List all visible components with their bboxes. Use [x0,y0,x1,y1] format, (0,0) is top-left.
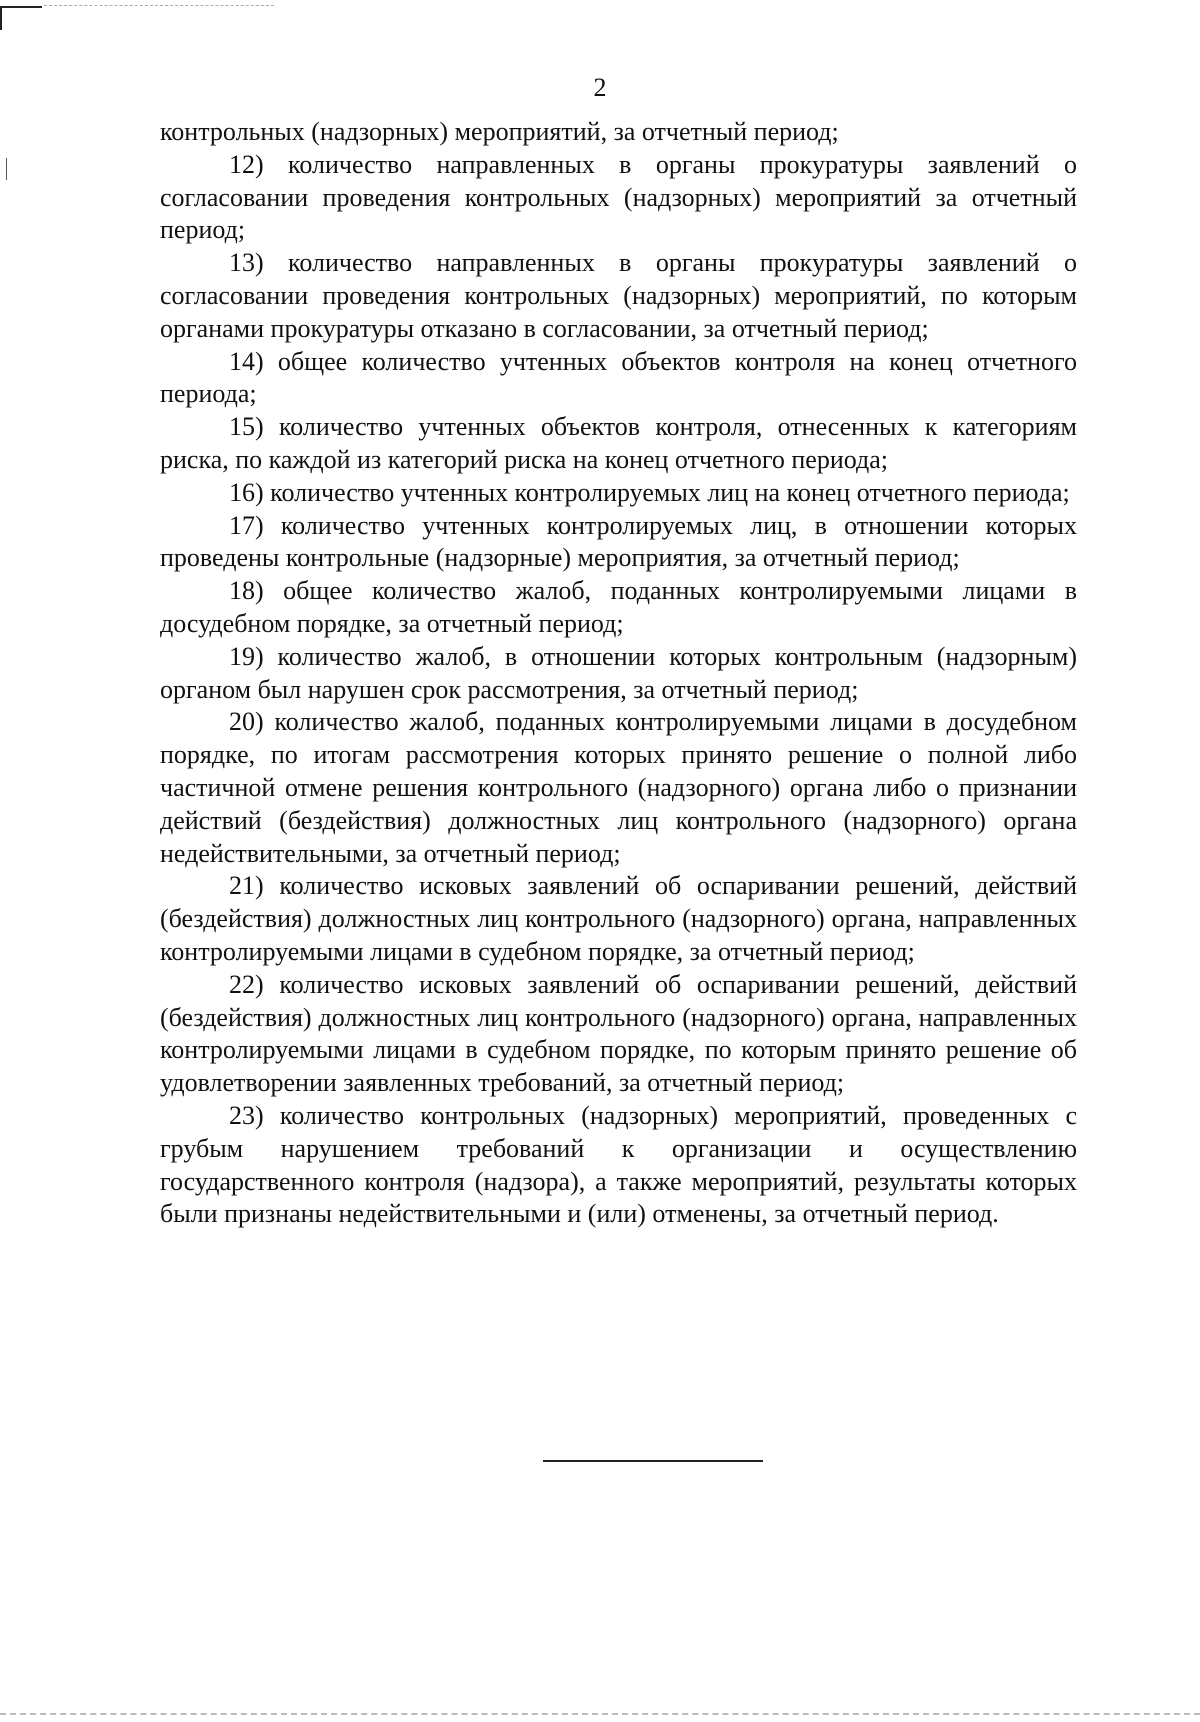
list-item-16: 16) количество учтенных контролируемых лиц на конец отчетного периода; [229,477,1070,507]
scan-edge-dash [44,5,274,6]
page-number: 2 [593,73,607,102]
list-item-22: 22) количество исковых заявлений об оспаривании решений, действий (бездействия) должностных лиц контрольного (надзорного) органа, направленных контролируемыми лицами в судебном порядке, по которым принято решение об удовлетворении заявленных требований, за отчетный период; [160,969,1077,1098]
scan-bottom-edge [0,1713,1200,1715]
list-item-18: 18) общее количество жалоб, поданных контролируемыми лицами в досудебном порядке, за отчетный период; [160,576,1077,638]
list-item-14: 14) общее количество учтенных объектов контроля на конец отчетного периода; [160,346,1077,409]
end-of-document-rule [543,1460,763,1462]
list-item-17: 17) количество учтенных контролируемых лиц, в отношении которых проведены контрольные (надзорные) мероприятия, за отчетный период; [160,510,1077,573]
list-item-15: 15) количество учтенных объектов контроля, отнесенных к категориям риска, по каждой из категорий риска на конец отчетного периода; [160,412,1077,474]
scan-corner-mark [0,6,42,8]
scan-left-edge-mark [6,158,7,180]
list-item-23: 23) количество контрольных (надзорных) мероприятий, проведенных с грубым нарушением требований к организации и осуществлению государственного контроля (надзора), а также мероприятий, результаты которых были признаны недействительными и (или) отменены, за отчетный период. [160,1100,1077,1229]
list-item-19: 19) количество жалоб, в отношении которых контрольным (надзорным) органом был нарушен срок рассмотрения, за отчетный период; [160,641,1077,704]
list-item-13: 13) количество направленных в органы прокуратуры заявлений о согласовании проведения контрольных (надзорных) мероприятий, по которым органами прокуратуры отказано в согласовании, за отчетный период; [160,248,1077,343]
document-body [160,116,1077,1231]
list-item-21: 21) количество исковых заявлений об оспаривании решений, действий (бездействия) должностных лиц контрольного (надзорного) органа, направленных контролируемыми лицами в судебном порядке, за отчетный период; [160,871,1077,966]
scan-corner-mark-vertical [0,6,2,30]
list-item-20: 20) количество жалоб, поданных контролируемыми лицами в досудебном порядке, по итогам рассмотрения которых принято решение о полной либо частичной отмене решения контрольного (надзорного) органа либо о признании действий (бездействия) должностных лиц контрольного (надзорного) органа недействительными, за отчетный период; [160,707,1077,868]
paragraph-continuation: контрольных (надзорных) мероприятий, за отчетный период; [160,117,839,146]
list-item-12: 12) количество направленных в органы прокуратуры заявлений о согласовании проведения контрольных (надзорных) мероприятий за отчетный период; [160,149,1077,245]
